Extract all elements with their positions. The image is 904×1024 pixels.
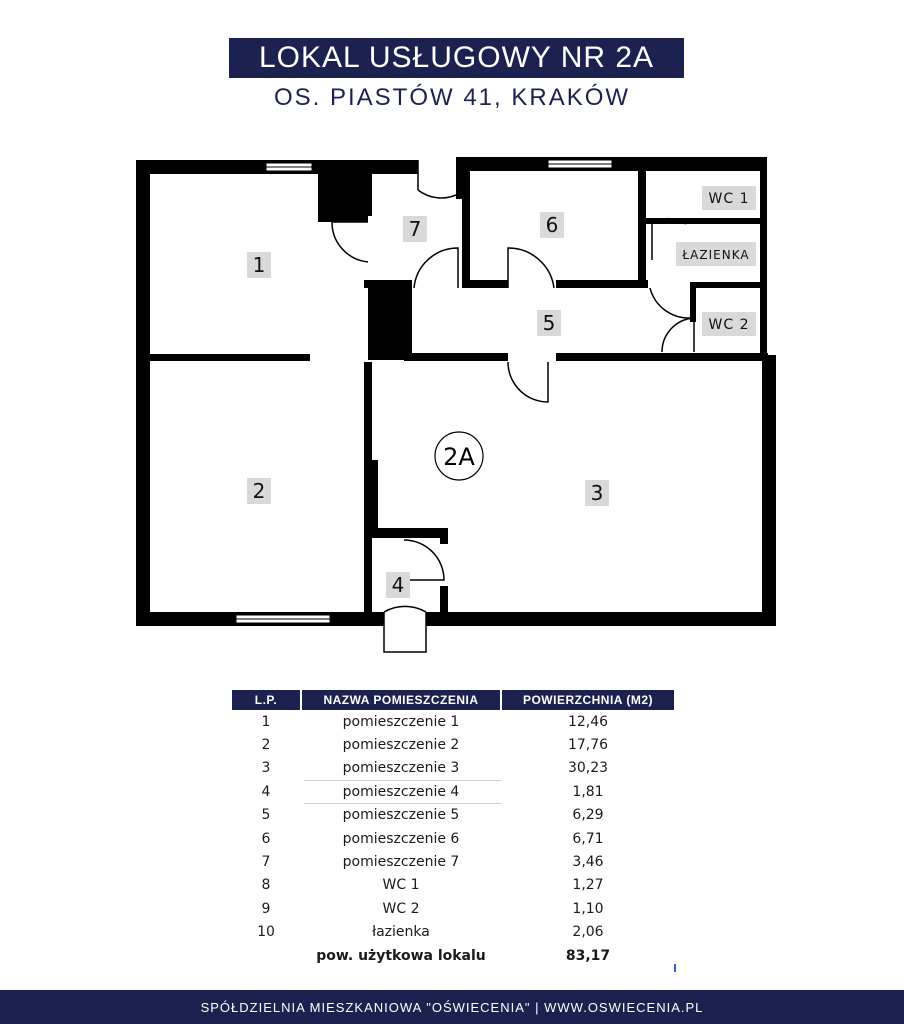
wall-6-left: [462, 171, 470, 283]
row-separator: [304, 780, 502, 781]
row-name: pomieszczenie 6: [342, 830, 460, 847]
unit-badge: [435, 432, 483, 480]
row-lp: 10: [257, 924, 275, 941]
wall-5-bottom: [408, 353, 508, 361]
room-4-label: 4: [391, 573, 405, 597]
wall-center-thick: [366, 460, 378, 530]
door-laz-bottom: [650, 288, 690, 318]
door-wc2: [662, 318, 694, 352]
wc1-label: WC 1: [708, 191, 750, 207]
row-lp: 8: [261, 877, 271, 894]
row-lp: 7: [261, 854, 271, 871]
door-7-1: [332, 222, 368, 262]
room-labels: [247, 186, 756, 598]
row-area: 2,06: [572, 924, 604, 941]
total-value: 83,17: [565, 947, 611, 964]
page-subtitle: OS. PIASTÓW 41, KRAKÓW: [273, 84, 631, 111]
wall-3-top-right: [692, 353, 768, 361]
table-row: [232, 733, 674, 756]
wall-right-upper: [760, 157, 767, 357]
row-lp: 5: [261, 807, 271, 824]
row-separator: [304, 803, 502, 804]
table-row: [232, 921, 674, 944]
wall-6-bottom-b: [556, 280, 648, 288]
walls: [136, 157, 776, 626]
row-name: pomieszczenie 7: [342, 854, 460, 871]
table-row: [232, 897, 674, 920]
row-area: 1,81: [572, 783, 604, 800]
row-lp: 9: [261, 900, 271, 917]
room-2-label: 2: [252, 479, 266, 503]
row-name: pomieszczenie 1: [342, 713, 460, 730]
row-lp: 1: [261, 713, 271, 730]
room-3-label: 3: [590, 481, 604, 505]
wall-4-right-lower: [440, 586, 448, 626]
room-5-label: 5: [542, 311, 556, 335]
wall-6-bottom-a: [462, 280, 508, 288]
row-lp: 3: [261, 760, 271, 777]
wall-4-top: [372, 528, 446, 538]
room-6-label: 6: [545, 213, 559, 237]
column-2: [368, 284, 408, 360]
table-row: [232, 780, 674, 803]
row-lp: 2: [261, 737, 271, 754]
table-row: [232, 827, 674, 850]
page-title: LOKAL USŁUGOWY NR 2A: [229, 38, 684, 78]
row-area: 1,10: [572, 900, 604, 917]
table-row: [232, 757, 674, 780]
wall-6-right: [638, 171, 646, 288]
wall-laz-bottom: [690, 282, 762, 288]
row-name: WC 1: [382, 877, 420, 894]
lazienka-label: ŁAZIENKA: [682, 248, 750, 262]
row-name: łazienka: [372, 924, 430, 941]
wall-4-right: [440, 528, 448, 544]
row-name: pomieszczenie 4: [342, 783, 460, 800]
row-area: 12,46: [567, 713, 609, 730]
wall-left: [136, 160, 150, 626]
area-table: [232, 690, 674, 967]
header-area: POWIERZCHNIA (M2): [502, 690, 674, 710]
unit-badge-label: 2A: [443, 443, 475, 471]
row-area: 30,23: [567, 760, 609, 777]
header-lp: L.P.: [232, 690, 300, 710]
door-5-6: [508, 248, 554, 288]
wc2-label: WC 2: [708, 317, 750, 333]
row-name: pomieszczenie 3: [342, 760, 460, 777]
header-name: NAZWA POMIESZCZENIA: [302, 690, 500, 710]
total-label: pow. użytkowa lokalu: [316, 947, 486, 964]
wall-bottom-right: [426, 612, 776, 626]
column-1: [318, 174, 368, 222]
row-name: pomieszczenie 5: [342, 807, 460, 824]
wall-1-2-divider: [150, 354, 310, 361]
table-row: [232, 874, 674, 897]
row-area: 3,46: [572, 854, 604, 871]
table-header: [232, 690, 674, 710]
table-total-row: [232, 944, 674, 967]
row-name: WC 2: [382, 900, 420, 917]
footer-bar: SPÓŁDZIELNIA MIESZKANIOWA "OŚWIECENIA" | WWW.OSWIECENIA.PL: [0, 990, 904, 1024]
room-1-label: 1: [252, 253, 266, 277]
corner-mark: [674, 964, 676, 972]
row-lp: 6: [261, 830, 271, 847]
door-7-5: [414, 248, 458, 288]
table-row: [232, 710, 674, 733]
door-5-3: [508, 362, 548, 402]
row-area: 6,71: [572, 830, 604, 847]
row-name: pomieszczenie 2: [342, 737, 460, 754]
door-entrance-7: [418, 160, 456, 198]
row-lp: 4: [261, 783, 271, 800]
wall-wc2-left: [690, 282, 696, 322]
room-7-label: 7: [408, 217, 422, 241]
row-area: 6,29: [572, 807, 604, 824]
row-area: 1,27: [572, 877, 604, 894]
table-row: [232, 804, 674, 827]
wall-right-lower: [762, 355, 776, 626]
row-area: 17,76: [567, 737, 609, 754]
table-row: [232, 850, 674, 873]
door-entrance-4: [384, 606, 426, 652]
